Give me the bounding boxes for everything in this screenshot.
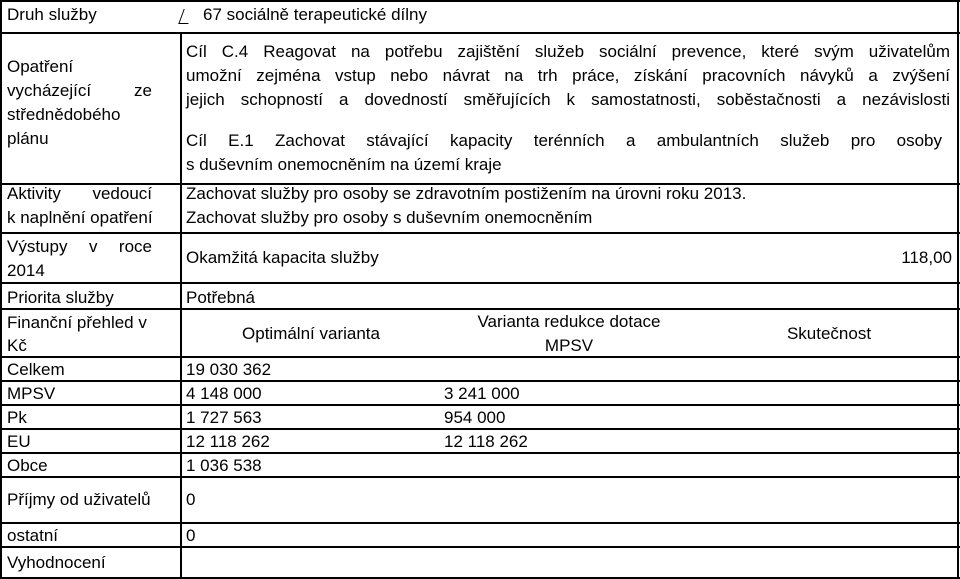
row-divider bbox=[0, 404, 960, 406]
cil-c4-line: jejich schopností a dovedností směřujících k samostatnosti, soběstačnosti a nezávislosti bbox=[186, 90, 950, 109]
kapacita-label: Okamžitá kapacita služby bbox=[186, 248, 379, 267]
vyhodnoceni-label: Vyhodnocení bbox=[7, 553, 106, 572]
vystupy-label-line: 2014 bbox=[7, 261, 45, 280]
aktivity-label-line: k naplnění opatření bbox=[7, 208, 153, 227]
finance-row-label: MPSV bbox=[7, 384, 56, 403]
kapacita-value: 118,00 bbox=[901, 248, 952, 267]
finance-row-label: Pk bbox=[7, 408, 27, 427]
finance-optimal-value: 0 bbox=[186, 526, 196, 545]
aktivita-item: Zachovat služby pro osoby se zdravotním postižením na úrovni roku 2013. bbox=[186, 184, 747, 203]
finance-row-label: Celkem bbox=[7, 360, 65, 379]
financni-label-line: Finanční přehled v bbox=[7, 313, 147, 332]
cil-c4-line: Cíl C.4 Reagovat na potřebu zajištění služeb sociální prevence, které svým uživatelům bbox=[186, 42, 950, 61]
row-divider bbox=[0, 476, 960, 478]
opatreni-label-line: plánu bbox=[7, 129, 49, 148]
column-header-reduced-line2: MPSV bbox=[544, 336, 594, 355]
financni-label-line: Kč bbox=[7, 336, 27, 355]
column-header-optimal: Optimální varianta bbox=[242, 324, 380, 343]
druh-value: 67 sociálně terapeutické dílny bbox=[203, 5, 427, 24]
table-border-top bbox=[0, 0, 960, 2]
row-divider bbox=[0, 380, 960, 382]
finance-optimal-value: 4 148 000 bbox=[186, 384, 262, 403]
table-border-right bbox=[957, 0, 959, 579]
finance-reduced-value: 3 241 000 bbox=[444, 384, 520, 403]
cil-c4-line: umožní zejména vstup nebo návrat na trh práce, získání pracovních návyků a zvýšení bbox=[186, 66, 950, 85]
cil-e1-line: Cíl E.1 Zachovat stávající kapacity terénních a ambulantních služeb pro osoby bbox=[186, 131, 942, 150]
aktivity-label-line: Aktivity vedoucí bbox=[7, 184, 152, 203]
vystupy-label-line: Výstupy v roce bbox=[7, 237, 152, 256]
finance-optimal-value: 0 bbox=[186, 490, 196, 509]
row-divider bbox=[0, 428, 960, 430]
opatreni-label-line: vycházející ze bbox=[7, 81, 152, 100]
finance-row-label: Obce bbox=[7, 456, 48, 475]
row-divider bbox=[0, 546, 960, 548]
finance-optimal-value: 12 118 262 bbox=[186, 432, 270, 451]
finance-row-label: EU bbox=[7, 432, 31, 451]
opatreni-label-line: Opatření bbox=[7, 57, 74, 76]
finance-row-label: Příjmy od uživatelů bbox=[7, 490, 151, 509]
priorita-label: Priorita služby bbox=[7, 288, 114, 307]
row-divider bbox=[0, 356, 960, 358]
finance-optimal-value: 1 036 538 bbox=[186, 456, 262, 475]
priorita-value: Potřebná bbox=[186, 288, 255, 307]
finance-reduced-value: 12 118 262 bbox=[444, 432, 528, 451]
row-divider bbox=[0, 282, 960, 284]
finance-reduced-value: 954 000 bbox=[444, 408, 506, 427]
row-divider bbox=[0, 232, 960, 234]
finance-optimal-value: 1 727 563 bbox=[186, 408, 262, 427]
row-divider bbox=[0, 452, 960, 454]
row-divider bbox=[0, 32, 960, 34]
cil-e1-line: s duševním onemocněním na území kraje bbox=[186, 155, 502, 174]
column-header-reduced: Varianta redukce dotace bbox=[477, 312, 661, 331]
row-divider bbox=[0, 522, 960, 524]
column-header-actual: Skutečnost bbox=[786, 324, 872, 343]
row-divider bbox=[0, 308, 960, 310]
table-border-left bbox=[0, 0, 2, 579]
opatreni-label-line: střednědobého bbox=[7, 105, 121, 124]
aktivita-item: Zachovat služby pro osoby s duševním onemocněním bbox=[186, 208, 593, 227]
column-divider bbox=[180, 32, 182, 579]
druh-label: Druh služby bbox=[7, 5, 97, 24]
finance-optimal-value: 19 030 362 bbox=[186, 360, 272, 379]
table-anchor-icon bbox=[178, 9, 193, 24]
finance-row-label: ostatní bbox=[7, 526, 59, 545]
